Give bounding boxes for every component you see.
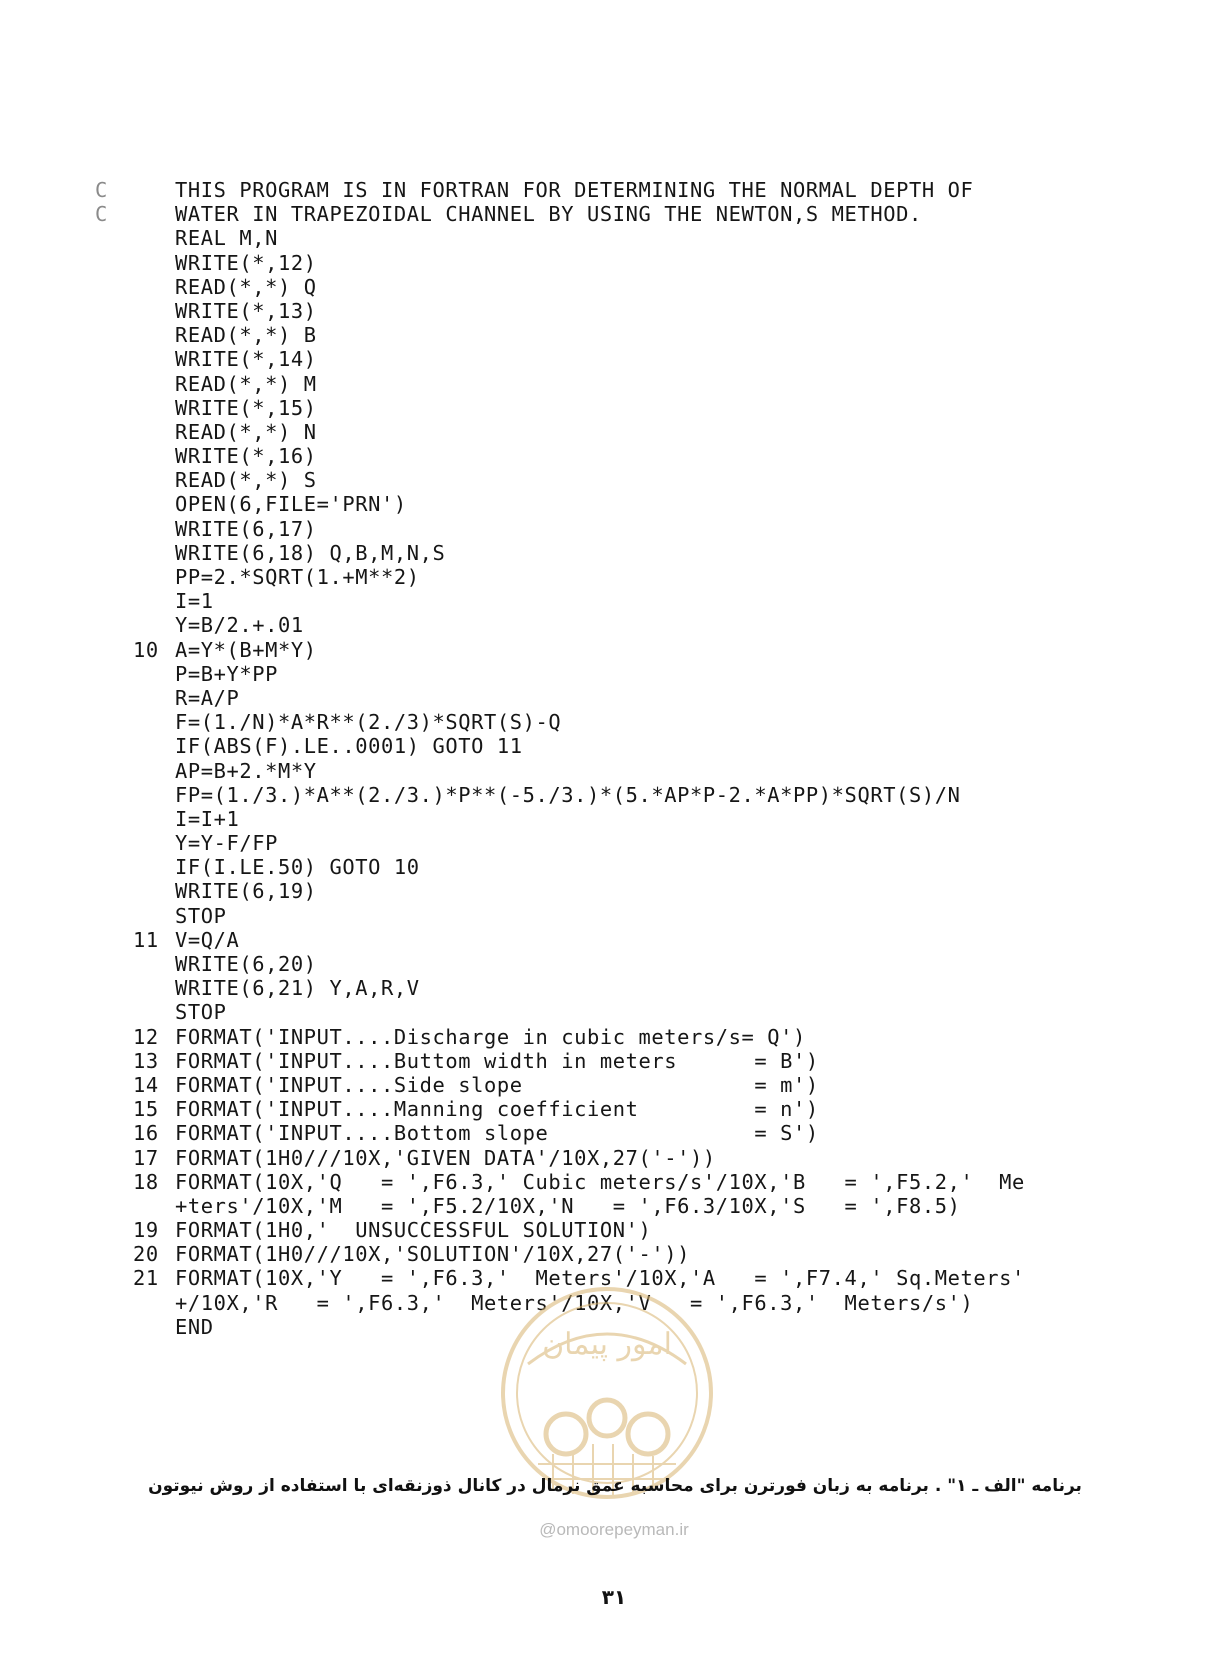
code-text: Y=B/2.+.01 [175, 613, 304, 638]
statement-label [133, 492, 175, 516]
statement-label: 20 [133, 1242, 159, 1267]
comment-marker [95, 1121, 133, 1145]
comment-marker [95, 492, 133, 516]
comment-marker [95, 468, 133, 492]
comment-marker [95, 855, 133, 879]
code-text: +/10X,'R = ',F6.3,' Meters'/10X,'V = ',F6.3,' Meters/s') [175, 1290, 974, 1315]
code-text: WRITE(*,13) [175, 298, 317, 323]
code-line [95, 807, 1185, 831]
code-line [95, 1025, 1185, 1049]
code-line [95, 251, 1185, 275]
comment-marker: C [95, 202, 108, 227]
comment-marker [95, 396, 133, 420]
comment-marker [95, 565, 133, 589]
code-line [95, 1000, 1185, 1024]
comment-marker [95, 517, 133, 541]
code-text: FORMAT(10X,'Q = ',F6.3,' Cubic meters/s'/10X,'B = ',F5.2,' Me [175, 1169, 1025, 1194]
statement-label [133, 226, 175, 250]
publisher-seal-watermark [498, 1284, 716, 1502]
code-text: IF(I.LE.50) GOTO 10 [175, 855, 420, 880]
comment-marker [95, 1073, 133, 1097]
code-text: FORMAT('INPUT....Discharge in cubic meters/s= Q') [175, 1024, 806, 1049]
statement-label [133, 202, 175, 226]
statement-label [133, 976, 175, 1000]
statement-label: 14 [133, 1072, 159, 1097]
code-text: WRITE(6,18) Q,B,M,N,S [175, 540, 446, 565]
code-text: I=1 [175, 589, 214, 614]
statement-label [133, 565, 175, 589]
statement-label: 18 [133, 1169, 159, 1194]
statement-label: 21 [133, 1266, 159, 1291]
page-number: ۳۱ [601, 1585, 627, 1609]
code-line [95, 686, 1185, 710]
code-text: FP=(1./3.)*A**(2./3.)*P**(-5./3.)*(5.*AP*P-2.*A*PP)*SQRT(S)/N [175, 782, 961, 807]
code-text: REAL M,N [175, 226, 279, 251]
code-text: FORMAT(1H0///10X,'GIVEN DATA'/10X,27('-')) [175, 1145, 716, 1170]
code-text: END [175, 1314, 214, 1339]
code-line [95, 517, 1185, 541]
statement-label [133, 1291, 175, 1315]
code-text: READ(*,*) M [175, 371, 317, 396]
code-line [95, 299, 1185, 323]
code-line [95, 347, 1185, 371]
code-line [95, 855, 1185, 879]
statement-label [133, 517, 175, 541]
code-text: FORMAT('INPUT....Side slope = m') [175, 1072, 819, 1097]
comment-marker [95, 541, 133, 565]
comment-marker [95, 1097, 133, 1121]
comment-marker [95, 420, 133, 444]
code-text: STOP [175, 1000, 227, 1025]
comment-marker [95, 807, 133, 831]
statement-label [133, 613, 175, 637]
comment-marker [95, 444, 133, 468]
comment-marker [95, 783, 133, 807]
program-caption: برنامه "الف ـ ۱" . برنامه به زبان فورترن برای محاسبه عمق نرمال در کانال ذوزنقه‌ای با استفاده از روش نیوتون [148, 1476, 1082, 1496]
code-text: THIS PROGRAM IS IN FORTRAN FOR DETERMINING THE NORMAL DEPTH OF [175, 178, 974, 202]
code-line [95, 178, 1185, 202]
comment-marker [95, 638, 133, 662]
statement-label [133, 662, 175, 686]
code-text: FORMAT(10X,'Y = ',F6.3,' Meters'/10X,'A = ',F7.4,' Sq.Meters' [175, 1266, 1025, 1291]
code-line [95, 1146, 1185, 1170]
comment-marker [95, 1242, 133, 1266]
code-text: A=Y*(B+M*Y) [175, 637, 317, 662]
statement-label: 19 [133, 1218, 159, 1243]
comment-marker [95, 928, 133, 952]
statement-label [133, 879, 175, 903]
statement-label [133, 807, 175, 831]
code-text: PP=2.*SQRT(1.+M**2) [175, 565, 420, 589]
statement-label [133, 855, 175, 879]
watermark-site-text: @omoorepeyman.ir [539, 1520, 689, 1539]
statement-label [133, 589, 175, 613]
code-text: V=Q/A [175, 927, 240, 952]
statement-label: 13 [133, 1048, 159, 1073]
statement-label [133, 1000, 175, 1024]
comment-marker [95, 613, 133, 637]
comment-marker [95, 372, 133, 396]
code-line [95, 1242, 1185, 1266]
comment-marker [95, 879, 133, 903]
comment-marker [95, 662, 133, 686]
code-line [95, 638, 1185, 662]
code-text: READ(*,*) B [175, 323, 317, 348]
comment-marker [95, 347, 133, 371]
comment-marker [95, 976, 133, 1000]
comment-marker [95, 275, 133, 299]
comment-marker [95, 710, 133, 734]
statement-label [133, 710, 175, 734]
code-text: FORMAT('INPUT....Bottom slope = S') [175, 1121, 819, 1146]
code-text: FORMAT('INPUT....Buttom width in meters = B') [175, 1048, 819, 1073]
statement-label [133, 686, 175, 710]
code-line [95, 734, 1185, 758]
statement-label: 12 [133, 1024, 159, 1049]
statement-label [133, 831, 175, 855]
comment-marker [95, 1049, 133, 1073]
code-text: OPEN(6,FILE='PRN') [175, 492, 407, 517]
statement-label [133, 1194, 175, 1218]
code-line [95, 662, 1185, 686]
statement-label [133, 904, 175, 928]
svg-text:امور پیمان: امور پیمان [542, 1327, 672, 1362]
code-line [95, 275, 1185, 299]
code-text: WRITE(6,21) Y,A,R,V [175, 976, 420, 1001]
code-line [95, 565, 1185, 589]
comment-marker [95, 1194, 133, 1218]
statement-label [133, 178, 175, 202]
code-line [95, 1170, 1185, 1194]
code-text: I=I+1 [175, 806, 240, 831]
comment-marker [95, 1266, 133, 1290]
code-line [95, 492, 1185, 516]
statement-label [133, 541, 175, 565]
code-line [95, 396, 1185, 420]
code-line [95, 1097, 1185, 1121]
code-text: FORMAT(1H0///10X,'SOLUTION'/10X,27('-')) [175, 1242, 691, 1267]
statement-label [133, 759, 175, 783]
code-line [95, 928, 1185, 952]
statement-label [133, 275, 175, 299]
code-text: READ(*,*) N [175, 419, 317, 444]
statement-label: 11 [133, 927, 159, 952]
statement-label [133, 347, 175, 371]
code-line [95, 783, 1185, 807]
code-text: AP=B+2.*M*Y [175, 758, 317, 783]
code-line [95, 759, 1185, 783]
comment-marker [95, 1315, 133, 1339]
statement-label [133, 468, 175, 492]
code-line [95, 226, 1185, 250]
code-text: +ters'/10X,'M = ',F5.2/10X,'N = ',F6.3/10X,'S = ',F8.5) [175, 1193, 961, 1218]
comment-marker [95, 759, 133, 783]
statement-label [133, 734, 175, 758]
comment-marker [95, 1291, 133, 1315]
comment-marker [95, 1170, 133, 1194]
code-text: WRITE(*,12) [175, 250, 317, 275]
code-text: WRITE(6,17) [175, 516, 317, 541]
code-line [95, 323, 1185, 347]
statement-label [133, 1315, 175, 1339]
comment-marker [95, 904, 133, 928]
statement-label [133, 444, 175, 468]
code-text: WATER IN TRAPEZOIDAL CHANNEL BY USING THE NEWTON,S METHOD. [175, 202, 922, 227]
code-text: F=(1./N)*A*R**(2./3)*SQRT(S)-Q [175, 710, 562, 735]
code-text: Y=Y-F/FP [175, 831, 279, 856]
statement-label [133, 783, 175, 807]
code-line [95, 879, 1185, 903]
code-text: IF(ABS(F).LE..0001) GOTO 11 [175, 734, 523, 759]
comment-marker [95, 1025, 133, 1049]
statement-label: 17 [133, 1145, 159, 1170]
code-line [95, 1218, 1185, 1242]
comment-marker [95, 251, 133, 275]
comment-marker [95, 589, 133, 613]
comment-marker [95, 831, 133, 855]
statement-label [133, 372, 175, 396]
comment-marker [95, 952, 133, 976]
code-text: READ(*,*) Q [175, 274, 317, 299]
code-text: WRITE(*,16) [175, 444, 317, 469]
code-line [95, 613, 1185, 637]
code-text: STOP [175, 903, 227, 928]
code-text: WRITE(6,19) [175, 879, 317, 904]
code-line [95, 589, 1185, 613]
code-line [95, 831, 1185, 855]
statement-label: 16 [133, 1121, 159, 1146]
comment-marker [95, 686, 133, 710]
code-text: FORMAT(1H0,' UNSUCCESSFUL SOLUTION') [175, 1218, 652, 1243]
code-line [95, 202, 1185, 226]
code-text: P=B+Y*PP [175, 661, 279, 686]
code-line [95, 710, 1185, 734]
statement-label [133, 420, 175, 444]
comment-marker [95, 1000, 133, 1024]
code-line [95, 1073, 1185, 1097]
statement-label [133, 251, 175, 275]
comment-marker [95, 299, 133, 323]
code-line [95, 1049, 1185, 1073]
code-line [95, 444, 1185, 468]
statement-label: 15 [133, 1097, 159, 1122]
code-line [95, 1194, 1185, 1218]
code-text: WRITE(*,15) [175, 395, 317, 420]
code-text: R=A/P [175, 685, 240, 710]
code-text: READ(*,*) S [175, 468, 317, 493]
code-line [95, 904, 1185, 928]
statement-label: 10 [133, 637, 159, 662]
statement-label [133, 396, 175, 420]
fortran-code-listing [95, 178, 1185, 1339]
code-line [95, 468, 1185, 492]
code-text: WRITE(6,20) [175, 952, 317, 976]
code-text: WRITE(*,14) [175, 347, 317, 372]
code-line [95, 1121, 1185, 1145]
code-line [95, 541, 1185, 565]
comment-marker [95, 226, 133, 250]
comment-marker [95, 1218, 133, 1242]
statement-label [133, 952, 175, 976]
code-line [95, 420, 1185, 444]
comment-marker [95, 734, 133, 758]
code-text: FORMAT('INPUT....Manning coefficient = n') [175, 1097, 819, 1122]
comment-marker [95, 323, 133, 347]
code-line [95, 976, 1185, 1000]
code-line [95, 952, 1185, 976]
comment-marker: C [95, 178, 108, 202]
statement-label [133, 299, 175, 323]
comment-marker [95, 1146, 133, 1170]
code-line [95, 372, 1185, 396]
statement-label [133, 323, 175, 347]
